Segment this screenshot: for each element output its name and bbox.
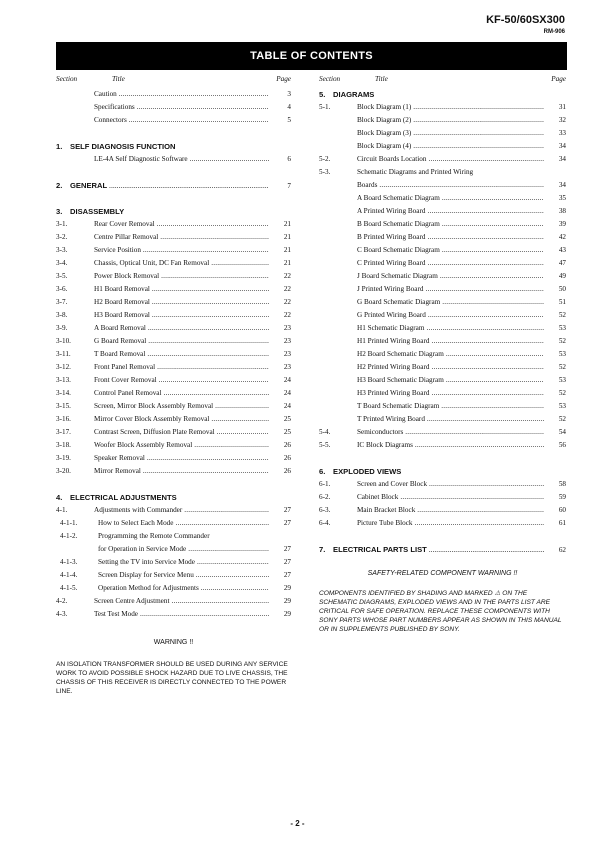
entry-page: 29: [283, 584, 291, 592]
toc-entry[interactable]: [56, 88, 291, 101]
entry-number: 5-2.: [319, 155, 331, 163]
toc-entry[interactable]: [56, 309, 291, 322]
entry-number: 4-1-3.: [60, 558, 78, 566]
entry-page: 24: [283, 389, 291, 397]
entry-title: B Board Schematic Diagram .....: [357, 218, 544, 231]
entry-title: T Board Schematic Diagram .....: [357, 400, 544, 413]
entry-title: H2 Printed Wiring Board .....: [357, 361, 544, 374]
entry-title: Screen Centre Adjustment .....: [94, 595, 269, 608]
toc-entry[interactable]: [319, 387, 566, 400]
entry-number: 3-14.: [56, 389, 71, 397]
section-heading[interactable]: 2. GENERAL ..... 7: [56, 179, 291, 192]
entry-page: 29: [283, 610, 291, 618]
toc-entry[interactable]: [56, 400, 291, 413]
toc-entry[interactable]: [56, 556, 291, 569]
entry-title: Service Position .....: [94, 244, 269, 257]
entry-number: 3-18.: [56, 441, 71, 449]
entry-number: 3-9.: [56, 324, 68, 332]
entry-number: 5-1.: [319, 103, 331, 111]
toc-banner: TABLE OF CONTENTS: [56, 42, 567, 70]
entry-number: 3-12.: [56, 363, 71, 371]
entry-page: 22: [283, 285, 291, 293]
entry-number: 3-19.: [56, 454, 71, 462]
entry-title: Schematic Diagrams and Printed Wiring: [357, 168, 474, 176]
toc-entry[interactable]: [319, 127, 566, 140]
entry-page: 53: [558, 402, 566, 410]
entry-page: 47: [558, 259, 566, 267]
entry-title: Picture Tube Block .....: [357, 517, 544, 530]
entry-title: Boards .....: [357, 179, 544, 192]
entry-title: Semiconductors .....: [357, 426, 544, 439]
entry-title: Specifications .....: [94, 101, 269, 114]
toc-entry[interactable]: [56, 465, 291, 478]
entry-page: 38: [558, 207, 566, 215]
toc-entry[interactable]: [319, 491, 566, 504]
entry-title: G Board Schematic Diagram .....: [357, 296, 544, 309]
entry-page: 26: [283, 454, 291, 462]
entry-page: 43: [558, 246, 566, 254]
entry-page: 23: [283, 363, 291, 371]
entry-page: 27: [283, 519, 291, 527]
toc-entry[interactable]: [56, 413, 291, 426]
toc-entry[interactable]: [56, 608, 291, 621]
entry-title: T Printed Wiring Board .....: [357, 413, 544, 426]
entry-page: 4: [287, 103, 291, 111]
entry-title: Contrast Screen, Diffusion Plate Removal .....: [94, 426, 269, 439]
entry-number: 4-3.: [56, 610, 68, 618]
toc-entry[interactable]: [319, 439, 566, 452]
toc-entry[interactable]: [319, 140, 566, 153]
toc-entry[interactable]: [56, 452, 291, 465]
entry-number: 3-20.: [56, 467, 71, 475]
entry-page: 27: [283, 506, 291, 514]
entry-page: 21: [283, 259, 291, 267]
column-header: [319, 75, 566, 88]
toc-entry[interactable]: [319, 218, 566, 231]
toc-entry[interactable]: [319, 101, 566, 114]
toc-entry[interactable]: [56, 283, 291, 296]
entry-page: 59: [558, 493, 566, 501]
entry-page: 51: [558, 298, 566, 306]
entry-title: Centre Pillar Removal .....: [94, 231, 269, 244]
entry-title: B Printed Wiring Board .....: [357, 231, 544, 244]
title-header: Title: [375, 75, 388, 83]
entry-page: 26: [283, 441, 291, 449]
toc-entry[interactable]: [319, 400, 566, 413]
entry-number: 5-5.: [319, 441, 331, 449]
entry-page: 25: [283, 428, 291, 436]
entry-title: H1 Schematic Diagram .....: [357, 322, 544, 335]
toc-entry[interactable]: [319, 426, 566, 439]
entry-page: 6: [287, 155, 291, 163]
page-header: Page: [551, 75, 566, 83]
toc-entry[interactable]: [56, 582, 291, 595]
entry-title: A Board Removal .....: [94, 322, 269, 335]
toc-entry[interactable]: [56, 504, 291, 517]
entry-page: 3: [287, 90, 291, 98]
section-heading[interactable]: 4. ELECTRICAL ADJUSTMENTS: [56, 493, 177, 502]
toc-entry[interactable]: [56, 257, 291, 270]
entry-number: 6-3.: [319, 506, 331, 514]
section-header: Section: [319, 75, 341, 83]
toc-entry[interactable]: [56, 517, 291, 530]
entry-page: 27: [283, 571, 291, 579]
entry-title: for Operation in Service Mode .....: [98, 543, 269, 556]
entry-title: Circuit Boards Location .....: [357, 153, 544, 166]
entry-page: 27: [283, 558, 291, 566]
entry-title: C Printed Wiring Board .....: [357, 257, 544, 270]
entry-number: 4-1.: [56, 506, 68, 514]
entry-page: 34: [558, 155, 566, 163]
entry-number: 3-8.: [56, 311, 68, 319]
entry-title: Block Diagram (2) .....: [357, 114, 544, 127]
column-header: [56, 75, 291, 88]
entry-title: Block Diagram (3) .....: [357, 127, 544, 140]
entry-number: 4-1-5.: [60, 584, 78, 592]
entry-page: 23: [283, 324, 291, 332]
toc-entry[interactable]: [319, 296, 566, 309]
toc-entry[interactable]: [319, 517, 566, 530]
entry-title: G Printed Wiring Board .....: [357, 309, 544, 322]
entry-title: Control Panel Removal .....: [94, 387, 269, 400]
section-header: Section: [56, 75, 78, 83]
toc-entry[interactable]: [56, 387, 291, 400]
section-items: [56, 218, 291, 478]
entry-title: H3 Board Removal .....: [94, 309, 269, 322]
safety-warning-title: SAFETY-RELATED COMPONENT WARNING !!: [367, 570, 518, 577]
entry-page: 52: [558, 363, 566, 371]
warning-text: AN ISOLATION TRANSFORMER SHOULD BE USED DURING ANY SERVICE WORK TO AVOID POSSIBLE SHOCK HAZARD DUE TO LIVE CHASSIS, THE CHASSIS OF THIS RECEIVER IS DIRECTLY CONNECTED TO THE POWER LINE.: [56, 661, 288, 695]
entry-page: 29: [283, 597, 291, 605]
entry-number: 3-13.: [56, 376, 71, 384]
model-number: KF-50/60SX300: [486, 14, 565, 26]
entry-title: LE-4A Self Diagnostic Software .....: [94, 153, 269, 166]
entry-title: Caution .....: [94, 88, 269, 101]
toc-entry[interactable]: [319, 179, 566, 192]
entry-title: A Board Schematic Diagram .....: [357, 192, 544, 205]
entry-page: 54: [558, 428, 566, 436]
toc-entry[interactable]: [56, 101, 291, 114]
toc-entry[interactable]: [319, 153, 566, 166]
entry-page: 61: [558, 519, 566, 527]
toc-entry[interactable]: [319, 270, 566, 283]
section-heading[interactable]: 6. EXPLODED VIEWS: [319, 467, 402, 476]
toc-entry[interactable]: [319, 231, 566, 244]
toc-entry[interactable]: [319, 166, 566, 179]
entry-page: 22: [283, 272, 291, 280]
toc-entry[interactable]: [319, 114, 566, 127]
entry-page: 39: [558, 220, 566, 228]
entry-page: 24: [283, 402, 291, 410]
toc-entry[interactable]: [56, 218, 291, 231]
safety-warning-text: COMPONENTS IDENTIFIED BY SHADING AND MARKED ⚠ ON THE SCHEMATIC DIAGRAMS, EXPLODED VIEWS AND IN THE PARTS LIST ARE CRITICAL FOR SAFE OPERATION. REPLACE THESE COMPONENTS WITH SONY PARTS WHOSE PART NUMBERS APPEAR AS SHOWN IN THIS MANUAL OR IN SUPPLEMENTS PUBLISHED BY SONY.: [319, 590, 562, 633]
entry-number: 4-1-4.: [60, 571, 78, 579]
toc-entry[interactable]: [56, 296, 291, 309]
entry-page: 34: [558, 142, 566, 150]
entry-page: 23: [283, 350, 291, 358]
entry-number: 6-1.: [319, 480, 331, 488]
entry-number: 4-1-2.: [60, 532, 78, 540]
remote-model: RM-906: [543, 29, 565, 35]
entry-page: 24: [283, 376, 291, 384]
entry-page: 23: [283, 337, 291, 345]
entry-page: 31: [558, 103, 566, 111]
entry-title: Power Block Removal .....: [94, 270, 269, 283]
entry-number: 3-17.: [56, 428, 71, 436]
entry-page: 52: [558, 311, 566, 319]
entry-title: Block Diagram (1) .....: [357, 101, 544, 114]
entry-title: T Board Removal .....: [94, 348, 269, 361]
toc-entry[interactable]: [56, 231, 291, 244]
entry-title: Mirror Cover Block Assembly Removal .....: [94, 413, 269, 426]
entry-page: 21: [283, 233, 291, 241]
right-column: [319, 75, 566, 634]
entry-title: H3 Printed Wiring Board .....: [357, 387, 544, 400]
entry-page: 49: [558, 272, 566, 280]
section-items: [56, 504, 291, 621]
entry-title: Speaker Removal .....: [94, 452, 269, 465]
entry-title: Front Cover Removal .....: [94, 374, 269, 387]
section-heading[interactable]: 1. SELF DIAGNOSIS FUNCTION: [56, 142, 176, 151]
entry-title: H2 Board Schematic Diagram .....: [357, 348, 544, 361]
toc-entry[interactable]: [56, 322, 291, 335]
entry-number: 3-10.: [56, 337, 71, 345]
toc-entry[interactable]: [56, 595, 291, 608]
entry-title: Front Panel Removal .....: [94, 361, 269, 374]
entry-number: 5-4.: [319, 428, 331, 436]
entry-title: Main Bracket Block .....: [357, 504, 544, 517]
title-header: Title: [112, 75, 125, 83]
entry-page: 58: [558, 480, 566, 488]
entry-title: H1 Board Removal .....: [94, 283, 269, 296]
entry-page: 22: [283, 311, 291, 319]
toc-entry[interactable]: [319, 257, 566, 270]
entry-page: 42: [558, 233, 566, 241]
entry-page: 5: [287, 116, 291, 124]
left-column: [56, 75, 291, 696]
entry-number: 3-1.: [56, 220, 68, 228]
toc-entry[interactable]: [56, 153, 291, 166]
entry-title: Screen and Cover Block .....: [357, 478, 544, 491]
entry-number: 4-2.: [56, 597, 68, 605]
toc-entry[interactable]: [319, 478, 566, 491]
section-items: [56, 153, 291, 166]
section-items: [319, 101, 566, 452]
toc-entry[interactable]: [319, 244, 566, 257]
entry-title: J Printed Wiring Board .....: [357, 283, 544, 296]
page-header: Page: [276, 75, 291, 83]
entry-title: Woofer Block Assembly Removal .....: [94, 439, 269, 452]
entry-number: 3-4.: [56, 259, 68, 267]
toc-entry[interactable]: [56, 114, 291, 127]
entry-page: 53: [558, 376, 566, 384]
entry-number: 4-1-1.: [60, 519, 78, 527]
toc-entry[interactable]: [56, 361, 291, 374]
entry-title: G Board Removal .....: [94, 335, 269, 348]
entry-title: Mirror Removal .....: [94, 465, 269, 478]
intro-list: [56, 88, 291, 127]
entry-page: 22: [283, 298, 291, 306]
entry-title: IC Block Diagrams .....: [357, 439, 544, 452]
section-heading[interactable]: 3. DISASSEMBLY: [56, 207, 125, 216]
entry-page: 56: [558, 441, 566, 449]
toc-entry[interactable]: [56, 374, 291, 387]
toc-entry[interactable]: [56, 270, 291, 283]
entry-title: How to Select Each Mode .....: [98, 517, 269, 530]
toc-entry[interactable]: [56, 439, 291, 452]
entry-page: 25: [283, 415, 291, 423]
toc-entry[interactable]: [56, 348, 291, 361]
toc-entry[interactable]: [56, 543, 291, 556]
entry-page: 52: [558, 389, 566, 397]
entry-page: 34: [558, 181, 566, 189]
entry-page: 26: [283, 467, 291, 475]
entry-page: 60: [558, 506, 566, 514]
entry-page: 53: [558, 350, 566, 358]
toc-entry[interactable]: [319, 361, 566, 374]
toc-entry[interactable]: [319, 348, 566, 361]
entry-number: 3-7.: [56, 298, 68, 306]
entry-title: Connectors .....: [94, 114, 269, 127]
toc-entry[interactable]: [319, 309, 566, 322]
entry-title: Adjustments with Commander .....: [94, 504, 269, 517]
entry-title: Setting the TV into Service Mode .....: [98, 556, 269, 569]
entry-number: 3-3.: [56, 246, 68, 254]
section-heading[interactable]: 7. ELECTRICAL PARTS LIST ..... 62: [319, 543, 566, 556]
entry-page: 53: [558, 324, 566, 332]
entry-number: 3-11.: [56, 350, 71, 358]
entry-number: 3-5.: [56, 272, 68, 280]
toc-entry[interactable]: [319, 283, 566, 296]
entry-number: 3-16.: [56, 415, 71, 423]
entry-title: C Board Schematic Diagram .....: [357, 244, 544, 257]
entry-number: 3-6.: [56, 285, 68, 293]
toc-entry[interactable]: [319, 413, 566, 426]
entry-title: H3 Board Schematic Diagram .....: [357, 374, 544, 387]
entry-title: H2 Board Removal .....: [94, 296, 269, 309]
entry-title: Rear Cover Removal .....: [94, 218, 269, 231]
entry-page: 52: [558, 415, 566, 423]
warning-title: WARNING !!: [153, 639, 194, 646]
toc-entry[interactable]: [56, 244, 291, 257]
entry-title: Operation Method for Adjustments .....: [98, 582, 269, 595]
entry-title: H1 Printed Wiring Board .....: [357, 335, 544, 348]
toc-entry[interactable]: [56, 335, 291, 348]
entry-number: 6-2.: [319, 493, 331, 501]
entry-number: 3-15.: [56, 402, 71, 410]
toc-entry[interactable]: [319, 192, 566, 205]
entry-page: 21: [283, 220, 291, 228]
entry-page: 52: [558, 337, 566, 345]
toc-entry[interactable]: [319, 374, 566, 387]
entry-page: 21: [283, 246, 291, 254]
entry-page: 35: [558, 194, 566, 202]
entry-title: Block Diagram (4) .....: [357, 140, 544, 153]
entry-page: 27: [283, 545, 291, 553]
toc-entry[interactable]: [56, 569, 291, 582]
page-number: - 2 -: [290, 819, 305, 828]
entry-title: Chassis, Optical Unit, DC Fan Removal .....: [94, 257, 269, 270]
entry-title: A Printed Wiring Board .....: [357, 205, 544, 218]
toc-entry[interactable]: [319, 335, 566, 348]
toc-entry[interactable]: [319, 205, 566, 218]
entry-title: Cabinet Block .....: [357, 491, 544, 504]
entry-number: 5-3.: [319, 168, 331, 176]
entry-title: Screen, Mirror Block Assembly Removal .....: [94, 400, 269, 413]
entry-page: 32: [558, 116, 566, 124]
toc-entry[interactable]: [56, 530, 291, 543]
entry-number: 3-2.: [56, 233, 68, 241]
entry-page: 33: [558, 129, 566, 137]
section-heading[interactable]: 5. DIAGRAMS: [319, 90, 375, 99]
entry-title: J Board Schematic Diagram .....: [357, 270, 544, 283]
toc-entry[interactable]: [319, 322, 566, 335]
toc-entry[interactable]: [319, 504, 566, 517]
section-items: [319, 478, 566, 530]
toc-entry[interactable]: [56, 426, 291, 439]
entry-title: Programming the Remote Commander: [98, 532, 210, 540]
entry-page: 50: [558, 285, 566, 293]
entry-title: Screen Display for Service Menu .....: [98, 569, 269, 582]
entry-title: Test Test Mode .....: [94, 608, 269, 621]
entry-number: 6-4.: [319, 519, 331, 527]
